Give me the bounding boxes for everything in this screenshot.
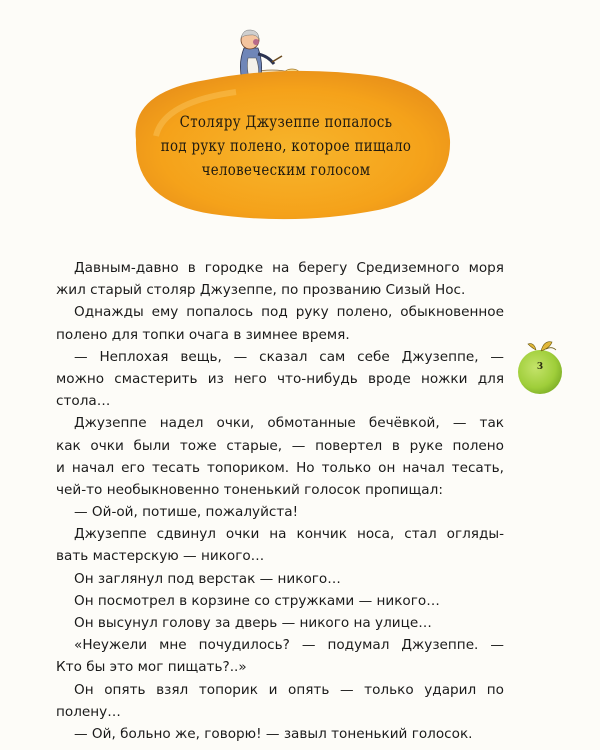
text-line: — Ой-ой, потише, пожалуйста! [74, 504, 299, 521]
text-line: полену… [56, 703, 121, 720]
text-line: Кто бы это мог пищать?..» [56, 659, 247, 676]
text-line: жил старый столяр Джузеппе, по прозванию Сизый Нос. [56, 282, 466, 299]
text-line: — Неплохая вещь, — сказал сам себе Джузеппе, — [74, 348, 504, 365]
chapter-title-line: под руку полено, которое пищало [160, 137, 412, 155]
text-line: вать мастерскую — никого… [56, 548, 265, 565]
text-line: и начал его тесать топориком. Но только он начал тесать, [56, 459, 504, 476]
text-line: Он заглянул под верстак — никого… [74, 570, 341, 587]
text-line: Однажды ему попалось под руку полено, обыкновенное [74, 304, 504, 321]
text-line: полено для топки очага в зимнее время. [56, 326, 350, 343]
chapter-title [143, 110, 429, 182]
text-line: как очки были тоже старые, — повертел в руке полено [56, 437, 504, 454]
text-line: Он высунул голову за дверь — никого на улице… [74, 615, 432, 631]
text-line: Он опять взял топорик и опять — только ударил по [74, 681, 504, 698]
story-text [56, 257, 504, 745]
text-line: «Неужели мне почудилось? — подумал Джузеппе. — [74, 637, 504, 654]
text-line: можно смастерить из него что-нибудь вроде ножки для [56, 370, 504, 387]
text-line: Он посмотрел в корзине со стружками — никого… [74, 592, 440, 609]
text-line: чей-то необыкновенно тоненький голосок пропищал: [56, 481, 443, 498]
chapter-title-line: Столяру Джузеппе попалось [179, 113, 393, 131]
text-line: — Ой, больно же, говорю! — завыл тоненький голосок. [74, 725, 473, 742]
text-line: Джузеппе сдвинул очки на кончик носа, стал огляды- [74, 526, 504, 543]
page-number: 3 [536, 362, 544, 372]
text-line: Джузеппе надел очки, обмотанные бечёвкой, — так [74, 415, 504, 432]
text-line: стола… [56, 393, 111, 410]
text-line: Давным-давно в городке на берегу Средиземного моря [74, 260, 504, 276]
chapter-title-line: человеческим голосом [201, 161, 371, 179]
